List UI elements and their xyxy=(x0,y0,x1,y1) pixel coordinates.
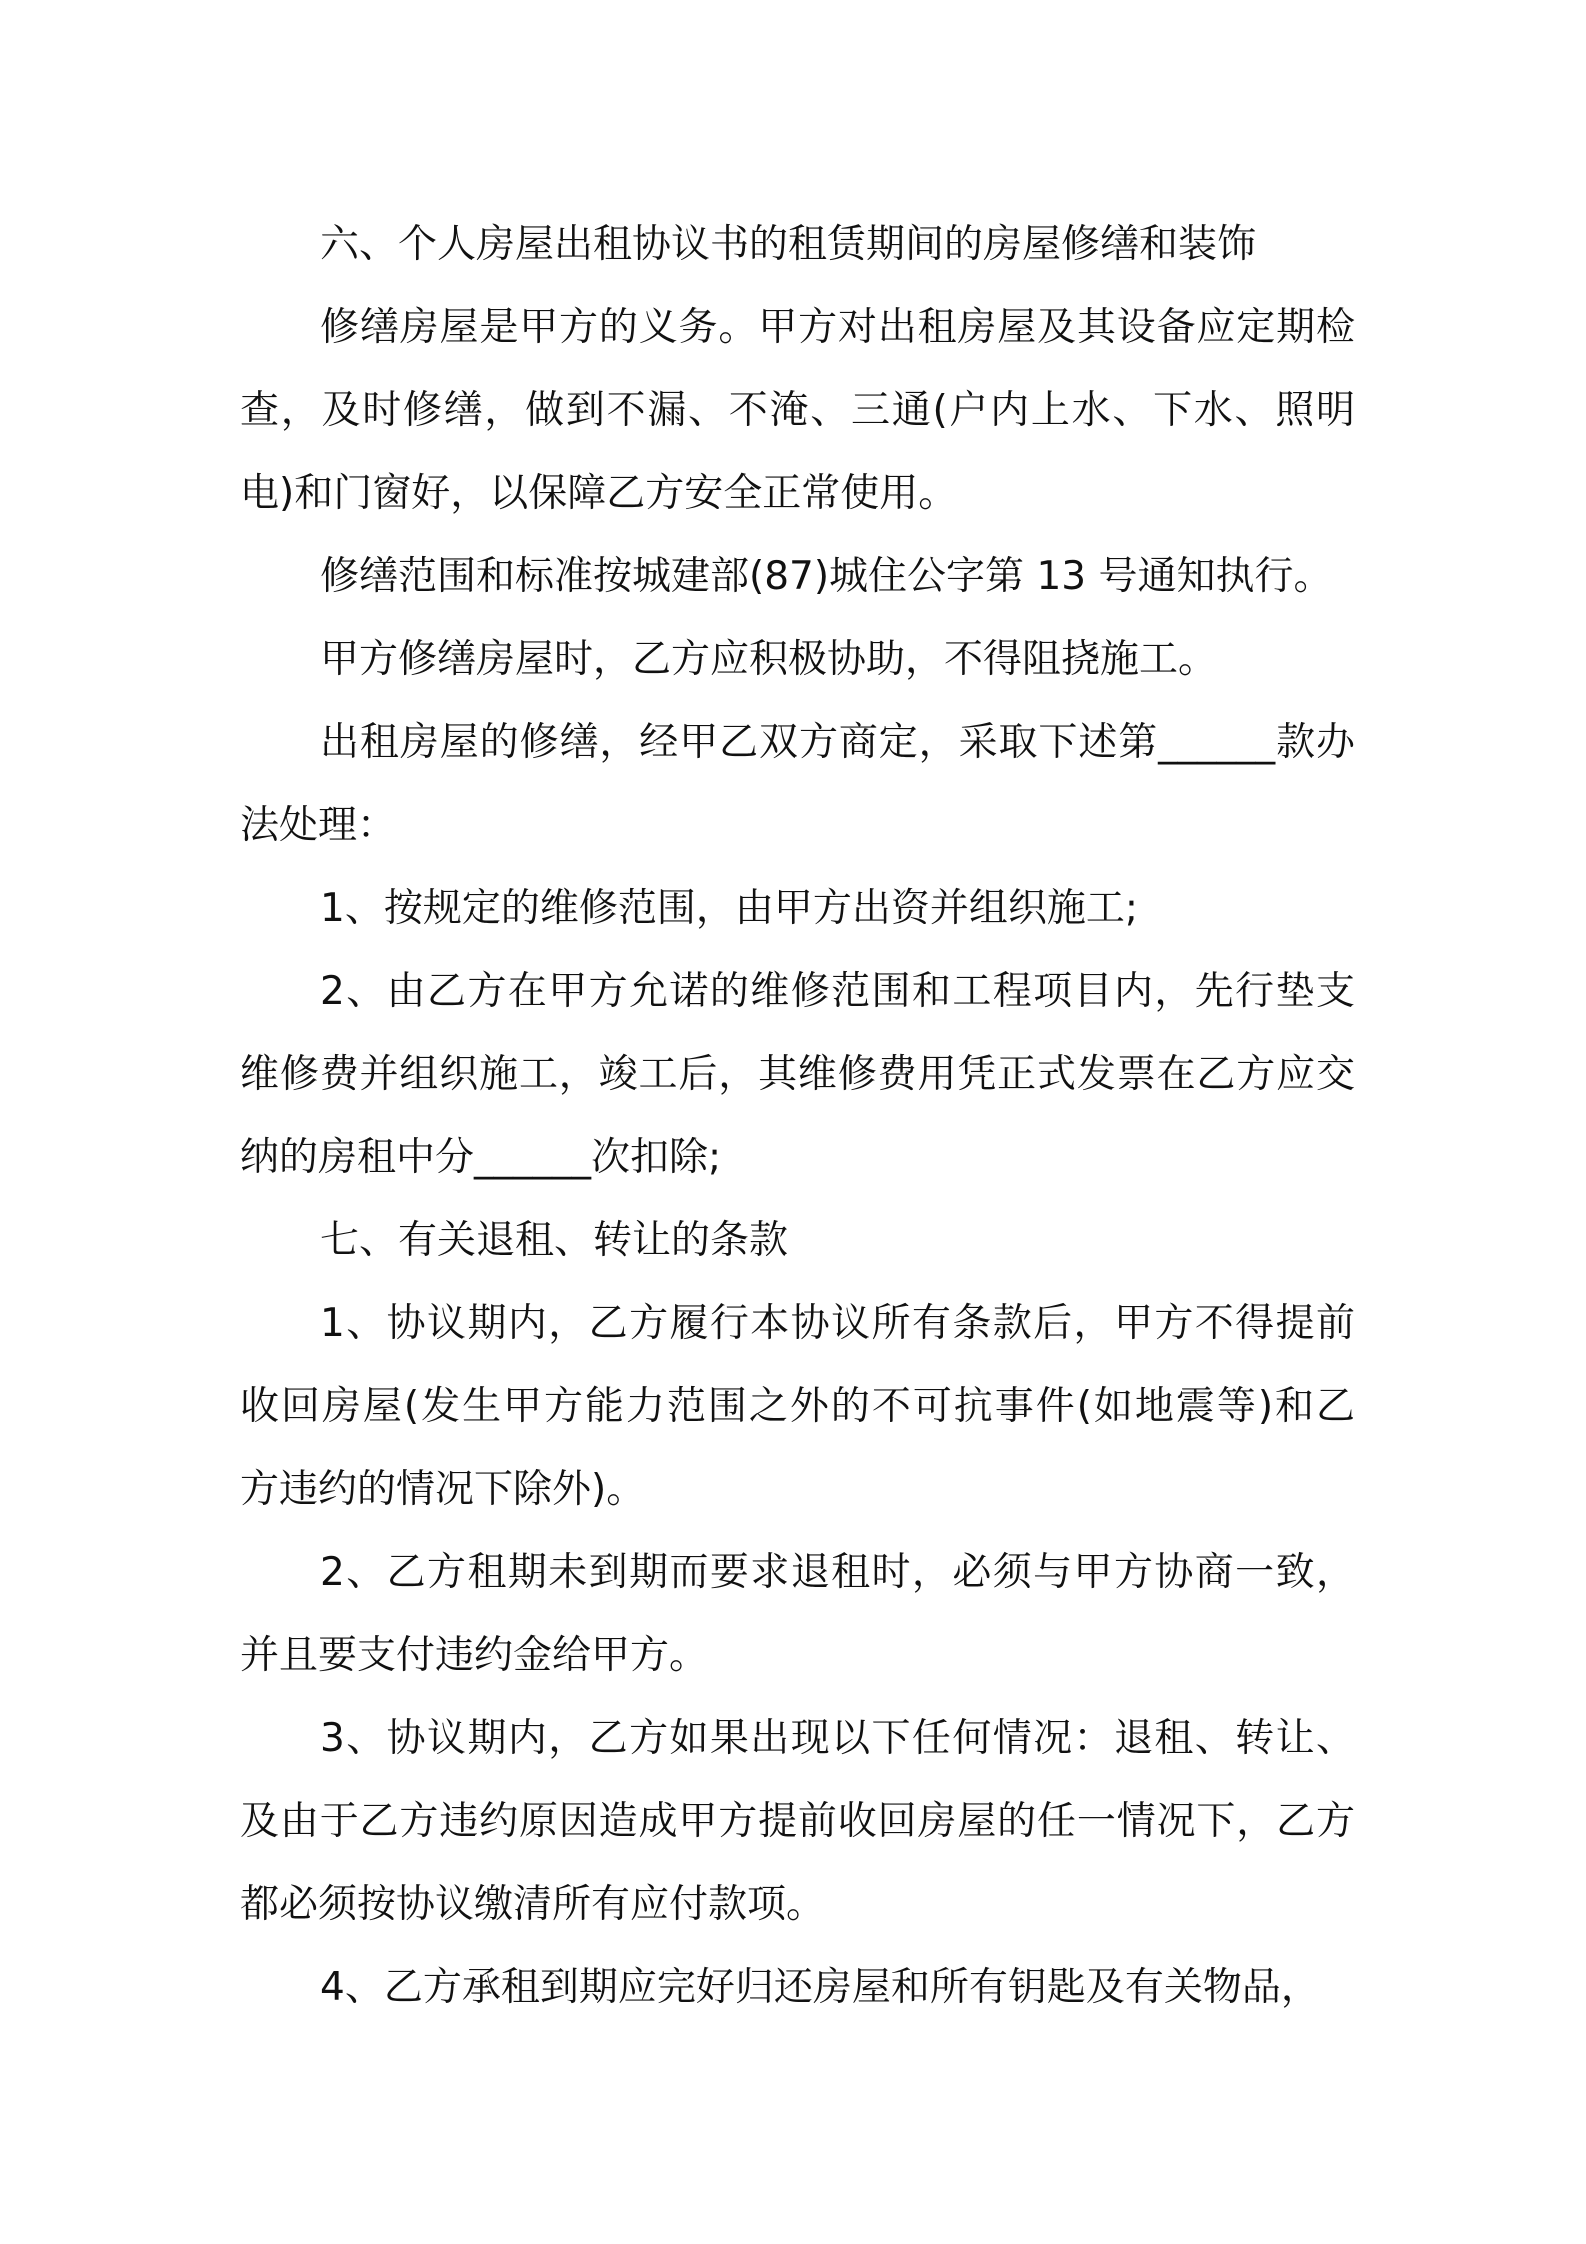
paragraph-repair-scope xyxy=(240,535,1355,618)
document-body xyxy=(240,203,1355,2029)
clause-7-1 xyxy=(240,1282,1355,1531)
section-heading-seven xyxy=(240,1199,1355,1282)
text-line: 七、有关退租、转让的条款 xyxy=(320,1218,789,1263)
text-line: 法处理： xyxy=(240,803,397,848)
text-line: 六、个人房屋出租协议书的租赁期间的房屋修缮和装饰 xyxy=(320,222,1257,267)
section-heading-six xyxy=(240,203,1355,286)
text-line: 都必须按协议缴清所有应付款项。 xyxy=(240,1882,826,1927)
text-line: 并且要支付违约金给甲方。 xyxy=(240,1633,709,1678)
paragraph-repair-assist xyxy=(240,618,1355,701)
text-line: 4、乙方承租到期应完好归还房屋和所有钥匙及有关物品， xyxy=(320,1965,1320,2010)
text-line: 电)和门窗好，以保障乙方安全正常使用。 xyxy=(240,471,958,516)
text-line: 2、由乙方在甲方允诺的维修范围和工程项目内，先行垫支 xyxy=(320,969,1355,1014)
text-line: 1、按规定的维修范围，由甲方出资并组织施工; xyxy=(320,886,1138,931)
text-line: 收回房屋(发生甲方能力范围之外的不可抗事件(如地震等)和乙 xyxy=(240,1384,1355,1429)
list-item-method-1 xyxy=(240,867,1355,950)
text-line: 出租房屋的修缮，经甲乙双方商定，采取下述第______款办 xyxy=(320,720,1355,765)
clause-7-2 xyxy=(240,1531,1355,1697)
text-line: 查，及时修缮，做到不漏、不淹、三通(户内上水、下水、照明 xyxy=(240,388,1355,433)
paragraph-repair-duty xyxy=(240,286,1355,535)
text-line: 3、协议期内，乙方如果出现以下任何情况：退租、转让、 xyxy=(320,1716,1355,1761)
text-line: 维修费并组织施工，竣工后，其维修费用凭正式发票在乙方应交 xyxy=(240,1052,1355,1097)
text-line: 修缮范围和标准按城建部(87)城住公字第 13 号通知执行。 xyxy=(320,554,1333,599)
text-line: 方违约的情况下除外)。 xyxy=(240,1467,646,1512)
text-line: 修缮房屋是甲方的义务。甲方对出租房屋及其设备应定期检 xyxy=(320,305,1355,350)
text-line: 2、乙方租期未到期而要求退租时，必须与甲方协商一致， xyxy=(320,1550,1355,1595)
text-line: 1、协议期内，乙方履行本协议所有条款后，甲方不得提前 xyxy=(320,1301,1355,1346)
paragraph-repair-method xyxy=(240,701,1355,867)
text-line: 甲方修缮房屋时，乙方应积极协助，不得阻挠施工。 xyxy=(320,637,1218,682)
text-line: 及由于乙方违约原因造成甲方提前收回房屋的任一情况下，乙方 xyxy=(240,1799,1355,1844)
text-line: 纳的房租中分______次扣除; xyxy=(240,1135,722,1180)
clause-7-4 xyxy=(240,1946,1355,2029)
list-item-method-2 xyxy=(240,950,1355,1199)
clause-7-3 xyxy=(240,1697,1355,1946)
